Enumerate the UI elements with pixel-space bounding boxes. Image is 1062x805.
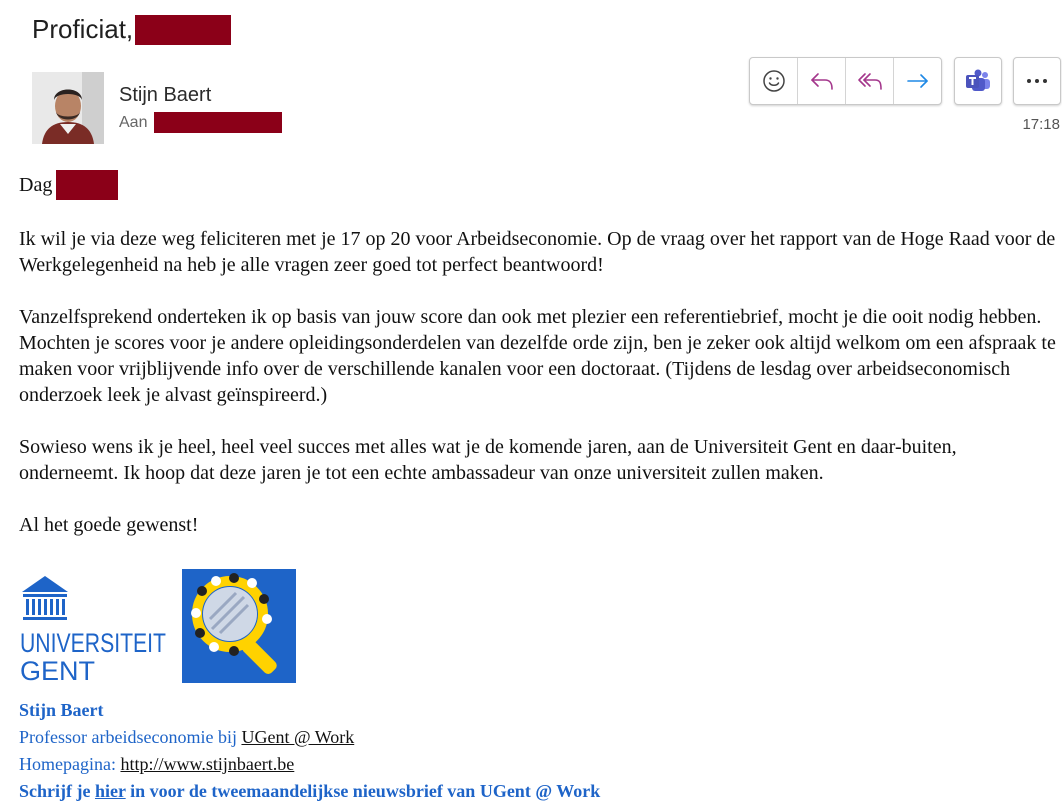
subject-text: Proficiat, [32, 14, 134, 44]
message-actions-toolbar [749, 57, 942, 105]
redacted-recipient-name [135, 15, 231, 45]
recipient-row [119, 112, 282, 133]
reply-all-icon [856, 69, 884, 93]
emoji-button[interactable] [750, 58, 798, 104]
paragraph-3: Sowieso wens ik je heel, heel veel succes met alles wat je de komende jaren, aan de Universiteit Gent en daar-buiten, onderneemt. Ik hoop dat deze jaren je tot een echte ambassadeur van onze universiteit zullen maken. [19, 436, 957, 484]
reply-button[interactable] [798, 58, 846, 104]
signature-homepage [19, 751, 600, 778]
forward-arrow-icon [905, 69, 931, 93]
paragraph-2: Vanzelfsprekend onderteken ik op basis van jouw score dan ook met plezier een referentiebrief, mocht je die ooit nodig hebben. Mochten je scores voor je andere opleidingsonderdelen van dezelfde orde zijn, ben je zeker ook altijd welkom om een afspraak te maken voor vrijblijvende info over de verschillende kanalen voor een doctoraat. (Tijdens de lesdag over arbeidseconomisch onderzoek leek je alvast geïnspireerd.) [19, 306, 1056, 406]
newsletter-subscribe-link[interactable]: hier [94, 781, 126, 801]
more-actions-button[interactable] [1013, 57, 1061, 105]
signature-name: Stijn Baert [19, 700, 104, 720]
homepage-label: Homepagina: [19, 754, 116, 774]
greeting-text: Dag [19, 174, 53, 196]
ellipsis-icon [1025, 77, 1049, 85]
newsletter-pre: Schrijf je [19, 781, 91, 801]
ugent-at-work-link[interactable]: UGent @ Work [241, 727, 355, 747]
smiley-icon [762, 69, 786, 93]
avatar[interactable] [32, 72, 104, 144]
sender-name[interactable]: Stijn Baert [119, 84, 212, 106]
newsletter-line [19, 778, 600, 805]
reply-all-button[interactable] [846, 58, 894, 104]
email-subject [32, 14, 231, 45]
closing-line: Al het goede gewenst! [19, 514, 199, 536]
ugent-at-work-logo[interactable] [182, 569, 296, 683]
message-body [19, 170, 1059, 564]
homepage-link[interactable]: http://www.stijnbaert.be [120, 754, 295, 774]
signature-title-prefix: Professor arbeidseconomie bij [19, 727, 237, 747]
paragraph-1: Ik wil je via deze weg feliciteren met je 17 op 20 voor Arbeidseconomie. Op de vraag over het rapport van de Hoge Raad voor de Werkgelegenheid na heb je alle vragen zeer goed tot perfect beantwoord! [19, 228, 1056, 276]
newsletter-post: in voor de tweemaandelijkse nieuwsbrief van UGent @ Work [130, 781, 601, 801]
logo-line-1: UNIVERSITEIT [20, 628, 166, 658]
reply-icon [809, 69, 835, 93]
redacted-greeting-name [56, 170, 118, 200]
received-time: 17:18 [1022, 116, 1060, 133]
teams-icon [964, 67, 992, 95]
email-signature [19, 697, 600, 805]
teams-share-button[interactable] [954, 57, 1002, 105]
greeting-line [19, 170, 1059, 200]
ugent-logo[interactable] [19, 570, 169, 686]
redacted-recipient [154, 112, 282, 133]
to-label: Aan [119, 113, 148, 131]
forward-button[interactable] [894, 58, 941, 104]
logo-line-2: GENT [20, 656, 96, 686]
signature-title [19, 724, 600, 751]
